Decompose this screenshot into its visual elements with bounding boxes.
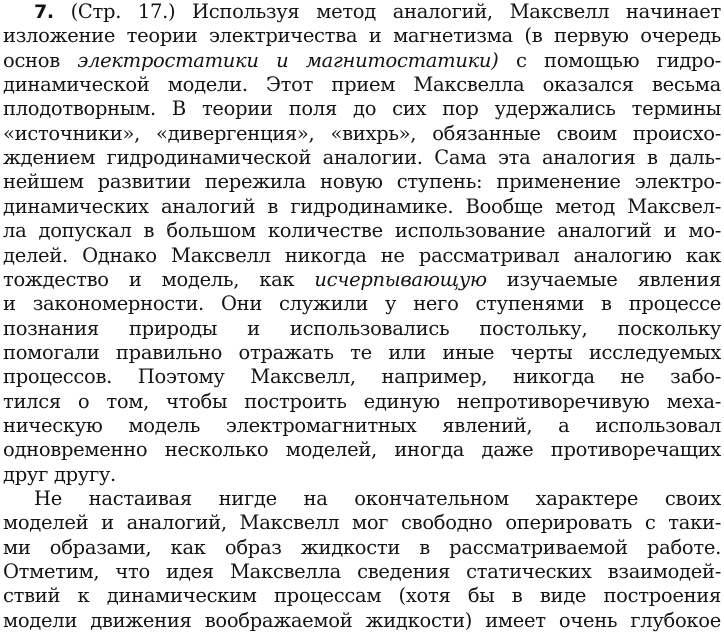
text-line: [3, 218, 721, 243]
text-line: [3, 291, 721, 316]
text-line: [3, 316, 721, 341]
text-run: с помощью гидро-: [498, 48, 721, 72]
text-run: модели движения воображаемой жидкости) имеет очень глубокое: [3, 608, 721, 632]
text-run: ла допускал в большом количестве использование аналогий и мо-: [3, 219, 721, 243]
text-run: Отметим, что идея Максвелла сведения статических взаимодей-: [3, 560, 721, 584]
text-line: [3, 559, 721, 584]
text-line: [3, 169, 721, 194]
text-line: [3, 121, 721, 146]
text-run: (Стр. 17.) Используя метод аналогий, Максвелл начинает: [53, 0, 721, 23]
text-line: [3, 486, 721, 511]
text-run: изложение теории электричества и магнетизма (в первую очередь: [3, 24, 721, 48]
text-run: тился о том, чтобы построить единую непротиворечивую меха-: [3, 389, 721, 413]
text-run: ствий к динамическим процессам (хотя бы в виде построения: [3, 584, 721, 608]
text-run: плодотворным. В теории поля до сих пор удержались термины: [3, 97, 721, 121]
text-line: [3, 389, 721, 414]
text-run: помогали правильно отражать те или иные черты исследуемых: [3, 340, 721, 364]
text-line: [3, 535, 721, 560]
text-line: [3, 267, 721, 292]
text-line: [3, 48, 721, 73]
text-run: ническую модель электромагнитных явлений, а использовал: [3, 413, 721, 437]
text-run: изучаемые явления: [486, 267, 721, 291]
text-line: [3, 340, 721, 365]
text-run: ждением гидродинамической аналогии. Сама эта аналогия в даль-: [3, 146, 721, 170]
text-line: [3, 437, 721, 462]
text-run: динамических аналогий в гидродинамике. Вообще метод Максвел-: [3, 194, 721, 218]
text-line: [3, 364, 721, 389]
text-run: процессов. Поэтому Максвелл, например, никогда не забо-: [3, 365, 721, 389]
text-run: тождество и модель, как: [3, 267, 315, 291]
text-line: [3, 23, 721, 48]
text-line: [3, 96, 721, 121]
text-line: [3, 462, 721, 487]
note-number: 7.: [34, 1, 54, 23]
text-line: [3, 243, 721, 268]
text-line: [3, 0, 721, 24]
text-run: «источники», «дивергенция», «вихрь», обязанные своим происхо-: [3, 121, 721, 145]
italic-text: электростатики и магнитостатики): [77, 48, 499, 72]
italic-text: исчерпывающую: [314, 267, 487, 291]
text-run: моделей и аналогий, Максвелл мог свободно оперировать с таки-: [3, 511, 721, 535]
text-line: [3, 608, 721, 633]
text-run: познания природы и использовались постольку, поскольку: [3, 316, 721, 340]
text-line: [3, 510, 721, 535]
text-line: [3, 72, 721, 97]
text-line: [3, 583, 721, 608]
text-run: одновременно несколько моделей, иногда даже противоречащих: [3, 438, 721, 462]
text-run: основ: [3, 48, 78, 72]
text-line: [3, 194, 721, 219]
text-run: динамической модели. Этот прием Максвелла оказался весьма: [3, 73, 721, 97]
text-run: нейшем развитии пережила новую ступень: применение электро-: [3, 170, 721, 194]
text-run: друг другу.: [3, 462, 116, 486]
text-line: [3, 145, 721, 170]
text-run: Не настаивая нигде на окончательном характере своих: [34, 487, 721, 510]
text-run: и закономерности. Они служили у него ступенями в процессе: [3, 292, 721, 316]
text-run: делей. Однако Максвелл никогда не рассматривал аналогию как: [3, 243, 721, 267]
text-line: [3, 413, 721, 438]
text-run: ми образами, как образ жидкости в рассматриваемой работе.: [3, 535, 721, 559]
